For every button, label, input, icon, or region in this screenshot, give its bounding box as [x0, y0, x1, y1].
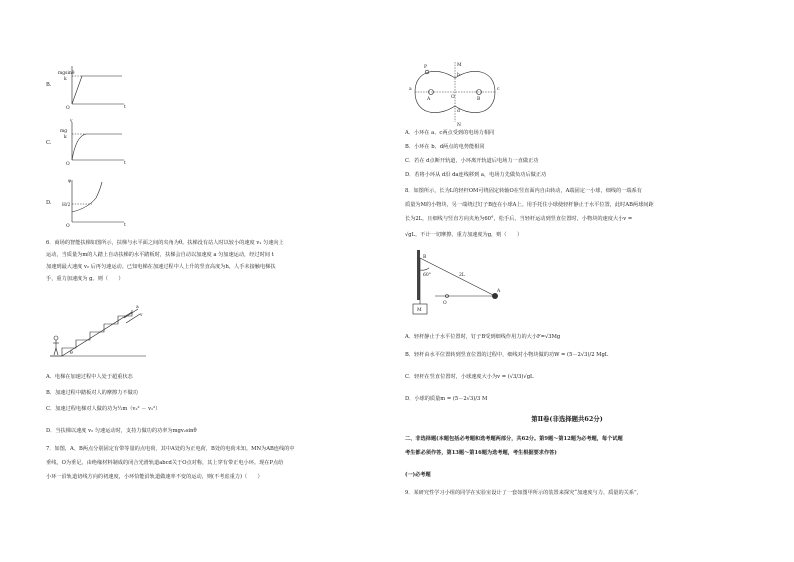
option-d-label: D. — [46, 200, 52, 206]
q8-option-a: A．轻杆静止于水平位置时，钉子B受到细线作用力的大小F=√3Mg — [405, 334, 561, 340]
graph-d-origin: O — [66, 224, 70, 229]
graph-c-ylabel2: k — [64, 135, 67, 140]
q6-option-c: C．加速过程电梯对人做的功为½m（v₂² － v₁²） — [46, 406, 161, 412]
fig7-a: a — [409, 87, 412, 92]
q6-option-b: B．加速过程中踏板对人的摩擦力不做功 — [46, 390, 138, 396]
right-column — [397, 0, 794, 562]
q6-option-d: D．当扶梯以速度 v₂ 匀速运动时，支持力做功的功率为mgv₂sinθ — [46, 428, 197, 434]
q7-line-2: 垂线，O为垂足。由绝缘材料制成的闭合光滑轨道abcd关于O点对称，其上穿有带正电小环。现在P点给 — [46, 460, 284, 466]
q8-line-4: √gL，不计一切摩擦，重力加速度为g，则（ ） — [405, 232, 523, 238]
q6-line-3: 加速到最大速度 v₂ 后再匀速运动。已知电梯在加速过程中人上升的竖直高度为h，人手未接触电梯扶 — [46, 264, 276, 270]
section2-intro-2: 考生都必须作答，第13题～第16题为选考题，考生根据要求作答) — [405, 450, 557, 456]
q8-option-c: C．轻杆在竖直位置时，小球速度大小为v = (√3/3)√gL — [405, 374, 534, 380]
fig7-d: d — [457, 109, 460, 114]
graph-b-ylabel: mgsinθ — [58, 71, 75, 76]
fig7-A: A — [427, 97, 431, 102]
fig7-M: M — [457, 63, 462, 68]
q7-option-d: D．若将小环从 d沿 da连线移到 a，电场力先做负功后做正功 — [405, 172, 547, 178]
fig7-b: b — [457, 73, 460, 78]
graph-b-origin: O — [66, 106, 70, 111]
graph-c-vlabel: v — [70, 119, 73, 124]
graph-c-origin: O — [66, 162, 70, 167]
section2-intro-1: 二、非选择题(本题包括必考题和选考题两部分，共62分。第9题～第12题为必考题，每个试题 — [405, 436, 623, 442]
graph-b — [58, 62, 130, 111]
q7-option-c: C．若在 d点断开轨道，小环离开轨道后电场力一直做正功 — [405, 158, 539, 164]
escalator-figure — [46, 300, 166, 360]
q6-option-a: A．电梯在加速过程中人处于超重状态 — [46, 374, 133, 380]
fig8-A: A — [497, 289, 501, 294]
graph-b-ylabel2: k — [64, 77, 67, 82]
fig6-a-label: a — [136, 305, 139, 310]
section2-subtitle: (一)必考题 — [405, 472, 431, 478]
graph-d — [60, 176, 130, 229]
option-c-label: C. — [46, 140, 52, 146]
fig7-c: c — [497, 87, 500, 92]
fig8-lever — [405, 248, 515, 328]
graph-d-xlabel: t — [124, 223, 126, 228]
q6-line-4: 手，重力加速度为 g。则（ ） — [46, 276, 124, 282]
fig8-angle: 60° — [423, 273, 431, 278]
fig7-O: O — [451, 95, 455, 100]
fig7-N: N — [457, 123, 461, 128]
q8-option-b: B．轻杆由水平位置转到竖直位置的过程中，细线对小物块做的功W = (5－2√3)/2 MgL — [405, 352, 609, 358]
fig6-theta-label: θ — [70, 351, 73, 356]
fig8-length: 2L — [459, 273, 465, 278]
q7-line-3: 小环一沿轨道切线方向的初速度，小环恰能沿轨道做速率不变的运动，则(不考虑重力)（ ） — [46, 474, 263, 480]
fig8-O: O — [443, 301, 447, 306]
graph-c — [60, 118, 130, 167]
graph-d-mark: H/2 — [62, 203, 71, 208]
q6-line-1: 6．商场的智能扶梯如图所示，扶梯与水平面之间的夹角为θ。扶梯没有站人时以较小的速度 v₁ 匀速向上 — [46, 240, 284, 246]
section2-title: 第Ⅱ卷(非选择题共62分) — [531, 415, 603, 423]
fig6-v-label: v — [140, 313, 143, 318]
fig8-B: B — [423, 255, 427, 260]
q7-line-1: 7．如图，A、B两点分别固定有带等量的点电荷，其中A处的为正电荷，B处的电荷未知。MN为AB连线的中 — [46, 446, 295, 452]
graph-c-ylabel: mg — [60, 129, 68, 134]
option-b-label: B. — [46, 82, 52, 88]
q6-line-2: 运动，当质量为m的人踏上自动扶梯的水平踏板时，扶梯会自动以加速度 a 匀加速运动，经过时间 t — [46, 252, 274, 258]
fig7-B: B — [477, 97, 481, 102]
q8-line-2: 质量为M的小物块，另一端绕过钉子B连在小球A上。用手托住小球使轻杆静止于水平位置，此时AB两球间距 — [405, 202, 654, 208]
fig7-P: P — [424, 65, 428, 70]
fig8-M: M — [417, 308, 422, 313]
graph-c-xlabel: t — [124, 161, 126, 166]
graph-b-xlabel: t — [124, 105, 126, 110]
q8-option-d: D．小球的质量m = (5－2√3)/3 M — [405, 396, 488, 402]
fig7-track — [405, 60, 505, 128]
q8-line-1: 8．如图所示，长为L的轻杆OM可绕固定转轴O在竖直面内自由转动，A端固定一小球，细线的一端系有 — [405, 188, 642, 194]
graph-d-ylabel: φ — [68, 179, 72, 184]
q8-line-3: 长为2L，且细线与竖直方向夹角为60°，松手后，当轻杆运动到竖直位置时，小物块的速度大小v = — [405, 216, 633, 222]
q9-line-1: 9．某研究性学习小组的同学在实验室设计了一套如图甲所示的装置来探究“加速度与力、质量的关系”， — [405, 490, 642, 496]
q7-option-a: A．小环在 a、c两点受到的电场力相同 — [405, 130, 495, 136]
q7-option-b: B．小环在 b、d两点的电势能相同 — [405, 144, 485, 150]
